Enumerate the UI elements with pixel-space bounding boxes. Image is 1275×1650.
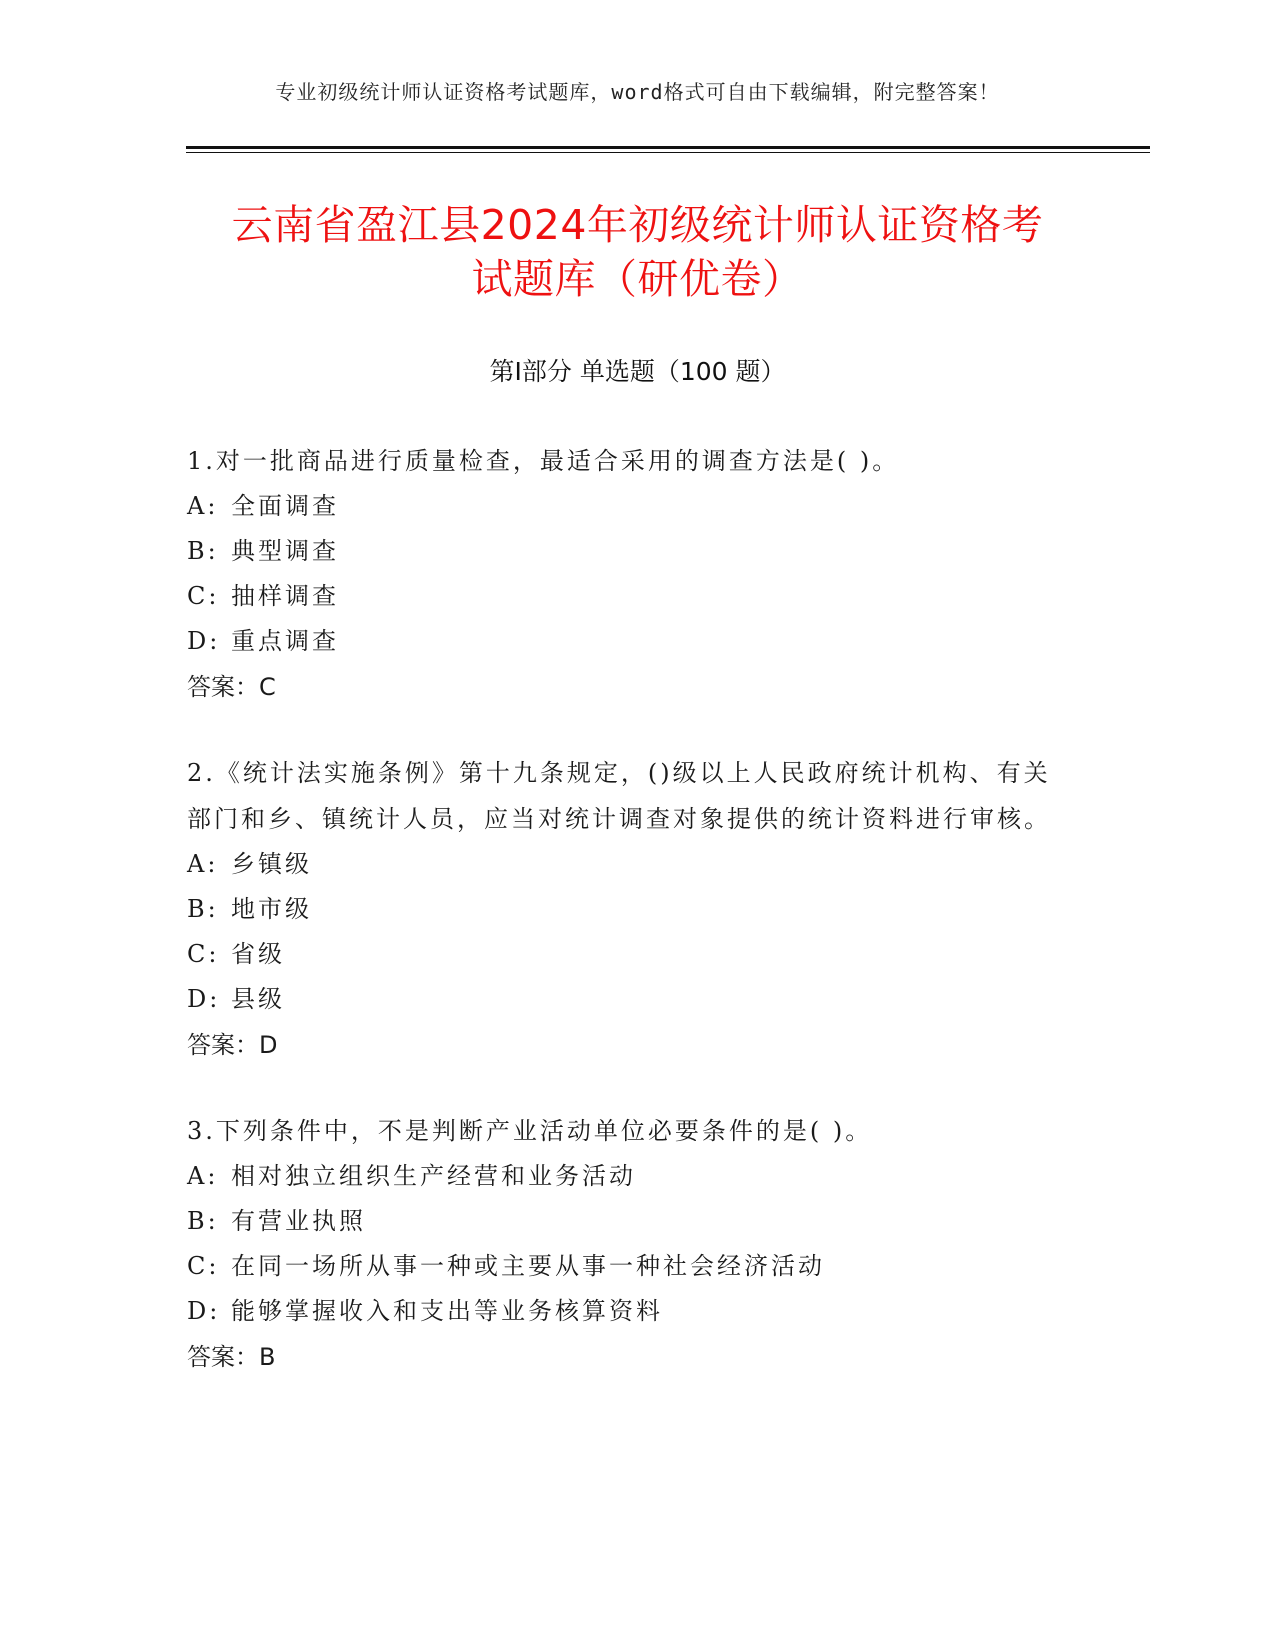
option-c [187,932,1067,977]
option-key: A: [187,850,219,878]
option-text: 能够掌握收入和支出等业务核算资料 [231,1297,663,1325]
question-stem: 1.对一批商品进行质量检查，最适合采用的调查方法是( )。 [187,447,900,475]
option-key: A: [187,1162,219,1190]
option-c [187,1244,1067,1289]
option-text: 乡镇级 [231,850,312,878]
option-text: 重点调查 [231,627,339,655]
document-title-line-1: 云南省盈江县2024年初级统计师认证资格考 [231,201,1044,249]
option-key: D: [187,627,221,655]
option-a [187,842,1067,887]
option-key: B: [187,895,219,923]
option-key: B: [187,1207,219,1235]
option-d [187,977,1067,1022]
option-text: 全面调查 [231,492,339,520]
option-c [187,574,1067,619]
document-title-line-2: 试题库（研优卷） [471,255,804,303]
document-title [150,198,1125,306]
header-note: 专业初级统计师认证资格考试题库，word格式可自由下载编辑，附完整答案！ [275,80,1000,104]
option-text: 典型调查 [231,537,339,565]
question-3 [187,1108,1067,1380]
option-text: 省级 [231,940,285,968]
header-rule-thick [186,146,1150,149]
option-text: 抽样调查 [231,582,339,610]
answer: 答案：C [187,673,276,701]
question-1 [187,438,1067,710]
option-a [187,484,1067,529]
option-b [187,1199,1067,1244]
option-key: C: [187,1252,220,1280]
option-text: 在同一场所从事一种或主要从事一种社会经济活动 [231,1252,825,1280]
option-key: D: [187,1297,221,1325]
question-stem: 2.《统计法实施条例》第十九条规定，()级以上人民政府统计机构、有关部门和乡、镇统计人员，应当对统计调查对象提供的统计资料进行审核。 [187,759,1051,833]
answer: 答案：D [187,1031,278,1059]
question-list [187,438,1067,1420]
option-key: B: [187,537,219,565]
option-key: C: [187,582,220,610]
option-b [187,887,1067,932]
option-text: 相对独立组织生产经营和业务活动 [231,1162,636,1190]
header-rule-thin [186,152,1150,153]
option-text: 地市级 [231,895,312,923]
option-d [187,1289,1067,1334]
answer: 答案：B [187,1343,276,1371]
option-key: A: [187,492,219,520]
option-key: C: [187,940,220,968]
option-key: D: [187,985,221,1013]
option-text: 有营业执照 [231,1207,366,1235]
option-a [187,1154,1067,1199]
option-text: 县级 [231,985,285,1013]
option-d [187,619,1067,664]
question-stem: 3.下列条件中，不是判断产业活动单位必要条件的是( )。 [187,1117,873,1145]
section-title: 第Ⅰ部分 单选题（100 题） [489,357,786,386]
question-2 [187,750,1067,1068]
option-b [187,529,1067,574]
